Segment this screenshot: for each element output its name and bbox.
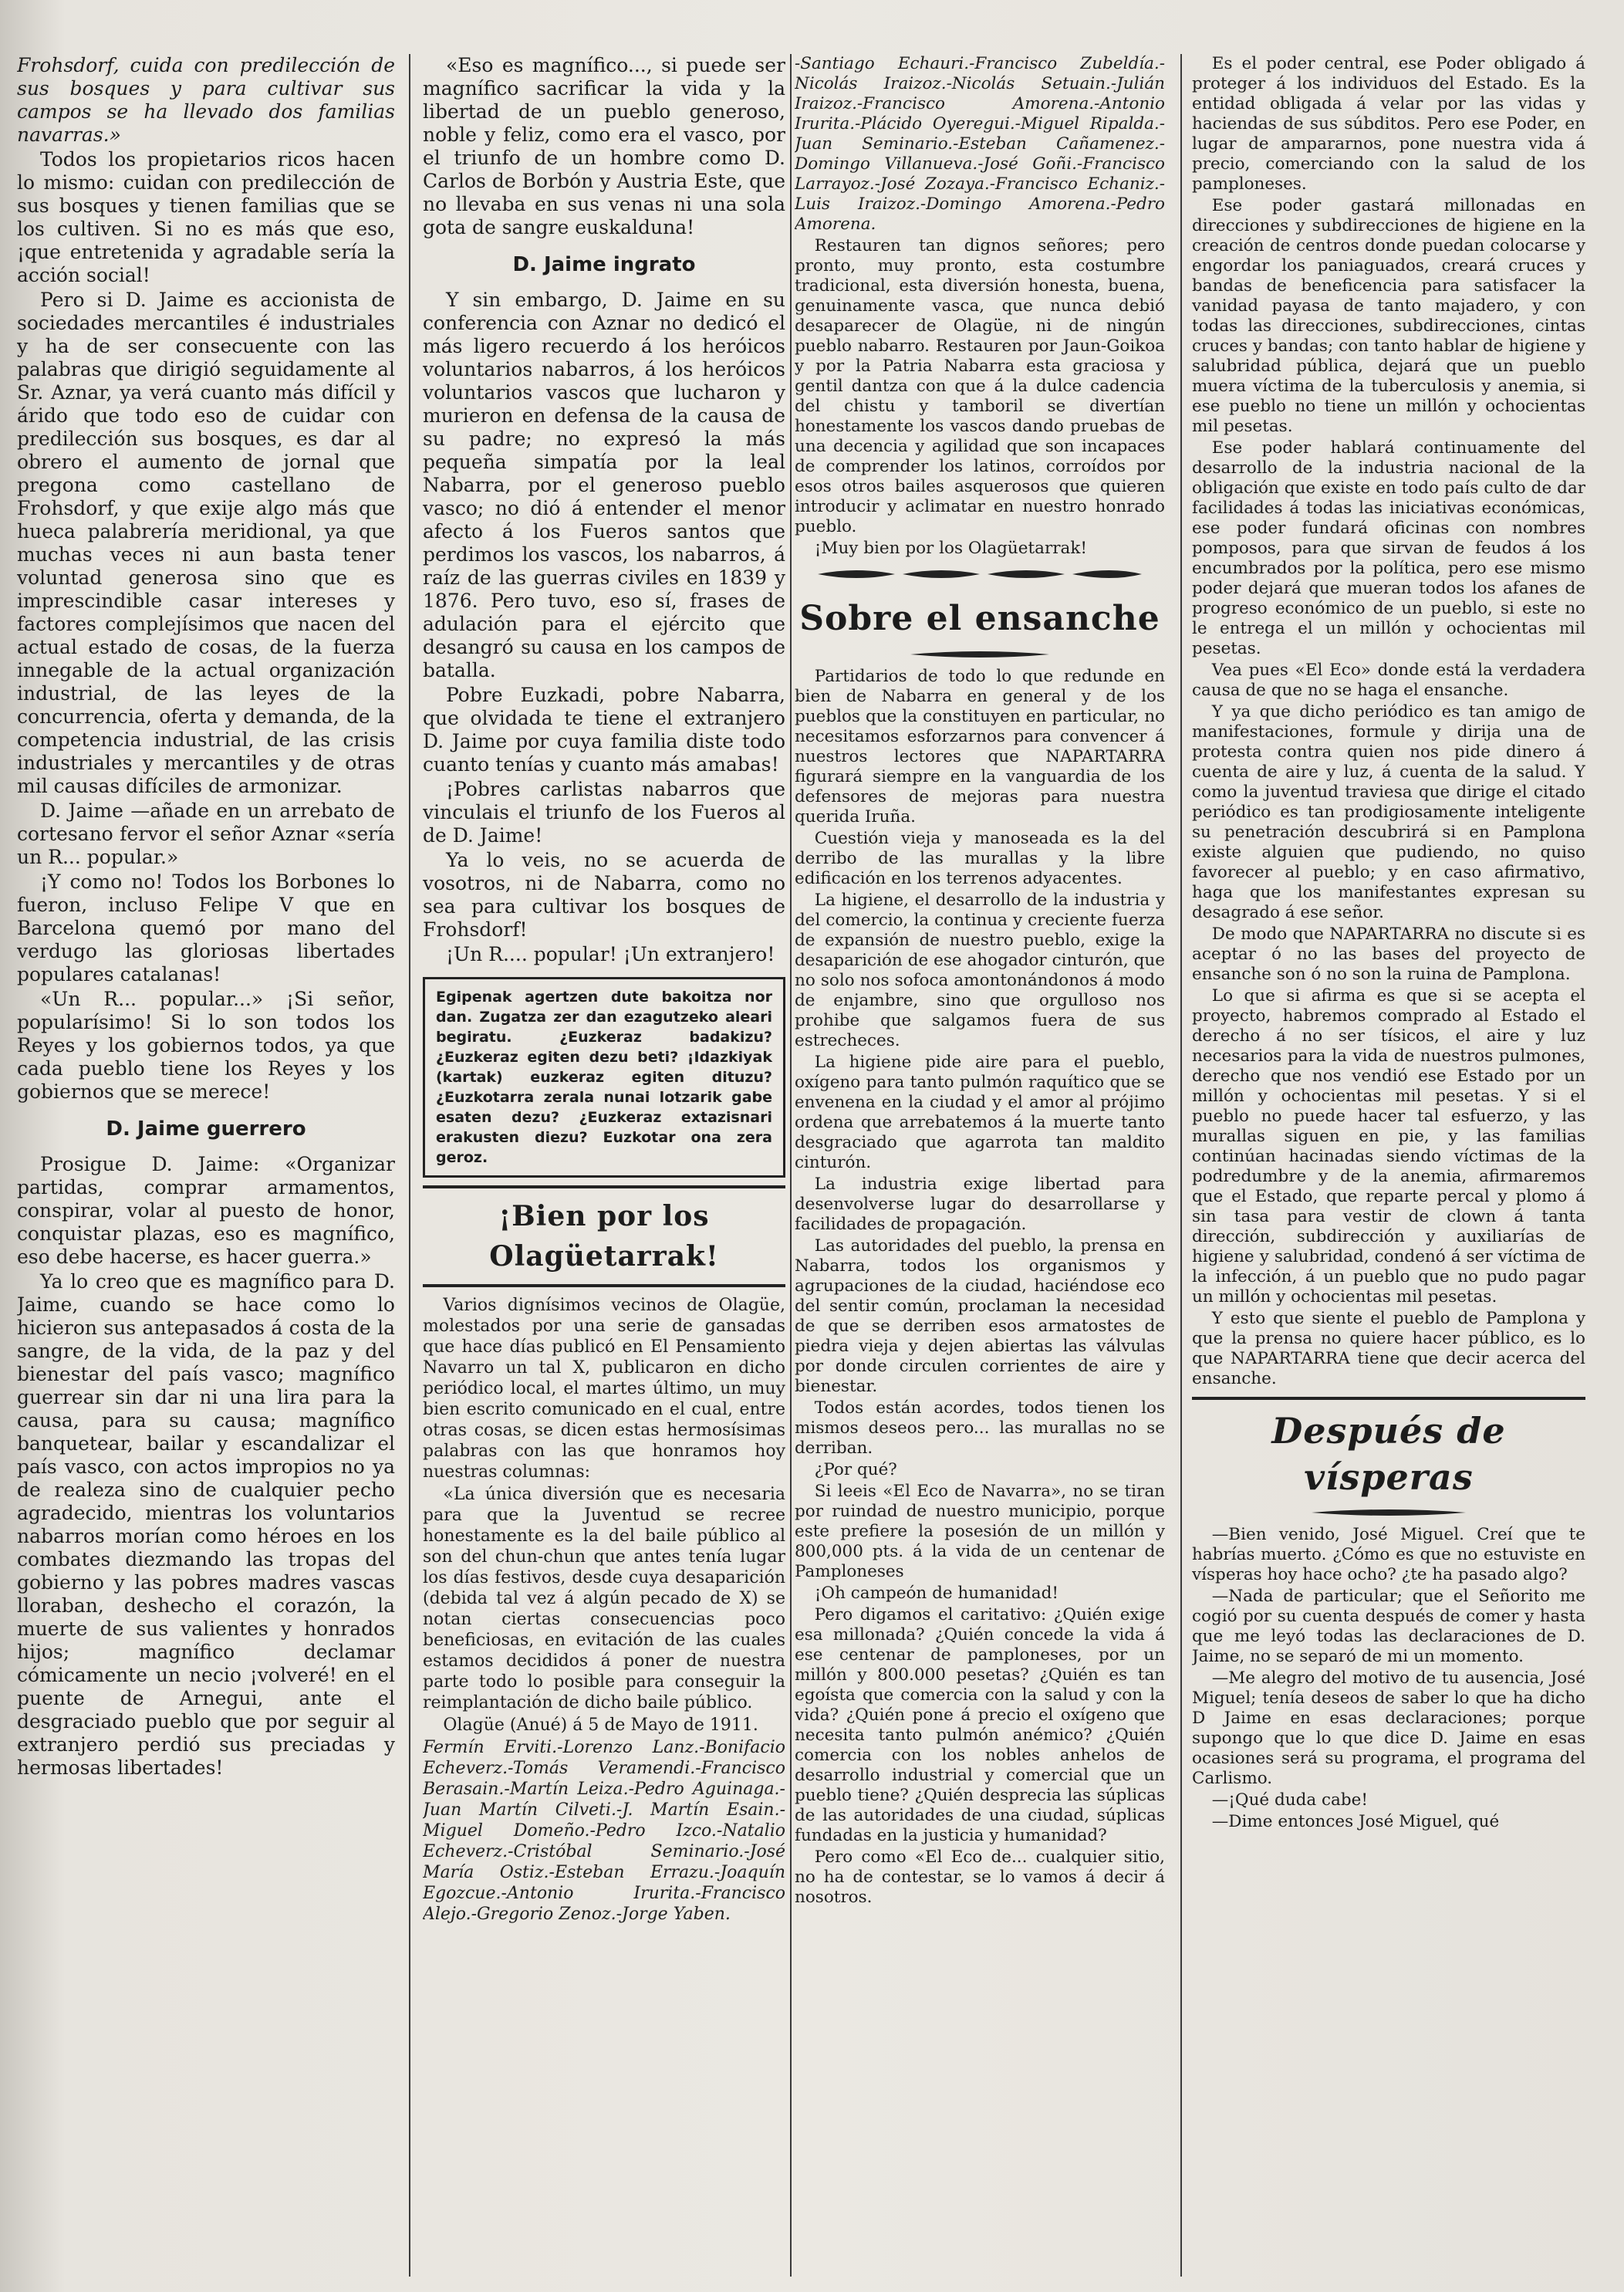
paragraph: Pobre Euzkadi, pobre Nabarra, que olvidada te tiene el extranjero D. Jaime por cuya familia diste todo cuanto tenías y cuanto más amabas!: [423, 684, 785, 776]
paragraph: —Me alegro del motivo de tu ausencia, José Miguel; tenía deseos de saber lo que ha dicho D Jaime en esas declaraciones; porque supongo que lo que dice D. Jaime en esas ocasiones será su programa, el programa del Carlismo.: [1192, 1668, 1585, 1788]
euskera-boxed-notice: Egipenak agertzen dute bakoitza nor dan. Zugatza zer dan ezagutzeko aleari begiratu. ¿Euzkeraz badakizu? ¿Euzkeraz egiten dezu beti? ¡Idazkiyak (kartak) euzkeraz egiten dituzu? ¿Euzkotarra zerala nunai lotzarik gabe esaten dezu? ¿Euzkeraz extazisnari erakusten diezu? Euzkotar ona zera geroz.: [423, 977, 785, 1178]
paragraph: Y ya que dicho periódico es tan amigo de manifestaciones, formule y dirija una de protesta contra quien nos pide dinero á cuenta de aire y luz, á cuenta de la salud. Y como la juventud traviesa que dirige el citado periódico es tan prodigiosamente inteligente su penetración descubrirá si en Pamplona existe alguien que pudiendo, no quiso favorecer al pueblo; y en caso afirmativo, haga que los manifestantes expresan su desagrado á ese señor.: [1192, 702, 1585, 922]
paragraph: «Eso es magnífico..., si puede ser magnífico sacrificar la vida y la libertad de un pueblo generoso, noble y feliz, como era el vasco, por el triunfo de un hombre como D. Carlos de Borbón y Austria Este, que no llevaba en sus venas ni una sola gota de sangre euskalduna!: [423, 54, 785, 238]
paragraph: —Dime entonces José Miguel, qué: [1211, 1812, 1500, 1831]
paragraph: ¡Y como no! Todos los Borbones lo fueron, incluso Felipe V que en Barcelona quemó por mano del verdugo las gloriosas libertades populares catalanas!: [17, 870, 395, 985]
paragraph: Y esto que siente el pueblo de Pamplona y que la prensa no quiere hacer público, es lo que NAPARTARRA tiene que decir acerca del ensanche.: [1192, 1309, 1585, 1388]
column-2: [423, 54, 785, 2261]
paragraph: Todos los propietarios ricos hacen lo mismo: cuidan con predilección de sus bosques y tienen familias que se los cultiven. Si no es más que eso, ¡que entretenida y agradable sería la acción social!: [17, 148, 395, 286]
signatures: Fermín Erviti.-Lorenzo Lanz.-Bonifacio Echeverz.-Tomás Veramendi.-Francisco Berasain.-Martín Leiza.-Pedro Aguinaga.-Juan Martín Cilveti.-J. Martín Esain.-Miguel Domeño.-Pedro Izco.-Natalio Echeverz.-Cristóbal Seminario.-José María Ostiz.-Esteban Errazu.-Joaquín Egozcue.-Antonio Irurita.-Francisco Alejo.-Gregorio Zenoz.-Jorge Yaben.: [423, 1738, 785, 1924]
paragraph: —Bien venido, José Miguel. Creí que te habrías muerto. ¿Cómo es que no estuviste en vísperas hoy hace ocho? ¿te ha pasado algo?: [1192, 1525, 1585, 1584]
paragraph: La industria exige libertad para desenvolverse lugar do desarrollarse y facilidades de propagación.: [795, 1175, 1165, 1234]
article-headline: ¡Bien por los Olagüetarrak!: [489, 1200, 719, 1273]
column-rule: [409, 54, 410, 2277]
paragraph: ¡Un R.... popular! ¡Un extranjero!: [446, 943, 775, 965]
paragraph: Olagüe (Anué) á 5 de Mayo de 1911.: [443, 1716, 758, 1735]
paragraph: La higiene, el desarrollo de la industria y del comercio, la continua y creciente fuerza de expansión de nuestro pueblo, exige la desaparición de ese ahogador cinturón, que no solo nos sofoca amontonándonos á modo de enjambre, sino que orgulloso nos prohibe que salgamos fuera de sus estrecheces.: [795, 891, 1165, 1050]
column-rule: [1180, 54, 1182, 2277]
paragraph: Ya lo veis, no se acuerda de vosotros, ni de Nabarra, como no sea para cultivar los bosques de Frohsdorf!: [423, 849, 785, 941]
paragraph: Y sin embargo, D. Jaime en su conferencia con Aznar no dedicó el más ligero recuerdo á los heróicos voluntarios nabarros, á los heróicos voluntarios vascos que lucharon y murieron en defensa de la causa de su padre; no expresó la más pequeña simpatía por la leal Nabarra, por el generoso pueblo vasco; no dió á entender el menor afecto á los Fueros santos que perdimos los vascos, los nabarros, á raíz de las guerras civiles en 1839 y 1876. Pero tuvo, eso sí, frases de adulación para el ejército que desangró su causa en los campos de batalla.: [423, 289, 785, 681]
column-rule: [790, 54, 792, 2277]
paragraph: Partidarios de todo lo que redunde en bien de Nabarra en general y de los pueblos que la constituyen en particular, no necesitamos esforzarnos para convencer á nuestros lectores que NAPARTARRA figurará siempre en la vanguardia de los defensores de mejoras para nuestra querida Iruña.: [795, 667, 1165, 827]
ornament-rule: [903, 648, 1057, 661]
divider: [423, 1185, 785, 1188]
subheading: D. Jaime guerrero: [106, 1117, 306, 1141]
paragraph: Pero digamos el caritativo: ¿Quién exige esa millonada? ¿Quién concede la vida á ese centenar de pamploneses, por un millón y 800.000 pesetas? ¿Quién es tan egoísta que comercia con la salud y con la vida? ¿Quién pone á precio el oxígeno que necesita tanto pulmón anémico? ¿Quién comercia con los nobles anhelos de desarrollo industrial y comercial que un pueblo tiene? ¿Quién desprecia las súplicas de las autoridades de una ciudad, súplicas fundadas en la justicia y humanidad?: [795, 1605, 1165, 1845]
ornament-rule: [1304, 1506, 1474, 1519]
paragraph: D. Jaime —añade en un arrebato de cortesano fervor el señor Aznar «sería un R... popular.»: [17, 799, 395, 868]
paragraph: ¡Muy bien por los Olagüetarrak!: [814, 539, 1087, 558]
paragraph: Varios dignísimos vecinos de Olagüe, molestados por una serie de gansadas que hace días publicó en El Pensamiento Navarro un tal X, publicaron en dicho periódico local, el martes último, un muy bien escrito comunicado en el cual, entre otras cosas, se dicen estas hermosísimas palabras con las que honramos hoy nuestras columnas:: [423, 1296, 785, 1482]
paragraph: Ese poder hablará continuamente del desarrollo de la industria nacional de la obligación que existe en todo país culto de dar facilidades á todas las iniciativas económicas, ese poder fundará oficinas con nombres pomposos, para que sirvan de feudos á los encumbrados por la política, pero ese mismo poder dejará que mueran todos los afanes de progreso económico de un pueblo, si este no le entrega el un millón y ochocientas mil pesetas.: [1192, 438, 1585, 658]
paragraph: Si leeis «El Eco de Navarra», no se tiran por ruindad de nuestro municipio, porque este prefiere la posesión de un millón y 800,000 pts. á la vida de un centenar de Pamploneses: [795, 1482, 1165, 1581]
article-headline: Sobre el ensanche: [799, 599, 1160, 638]
paragraph: —Nada de particular; que el Señorito me cogió por su cuenta después de comer y hasta que me leyó todas las declaraciones de D. Jaime, no se separó de mi un momento.: [1192, 1587, 1585, 1666]
signatures: -Santiago Echauri.-Francisco Zubeldía.-Nicolás Iraizoz.-Nicolás Setuain.-Julián Iraizoz.-Francisco Amorena.-Antonio Irurita.-Plácido Oyeregui.-Miguel Ripalda.-Juan Seminario.-Esteban Cañamenez.-Domingo Villanueva.-José Goñi.-Francisco Larrayoz.-José Zozaya.-Francisco Echaniz.-Luis Iraizoz.-Domingo Amorena.-Pedro Amorena.: [795, 54, 1165, 234]
paragraph: «Un R... popular...» ¡Si señor, popularísimo! Si lo son todos los Reyes y los gobiernos todos, ya que cada pueblo tiene los Reyes y los gobiernos que se merece!: [17, 988, 395, 1103]
paragraph: Cuestión vieja y manoseada es la del derribo de las murallas y la libre edificación en los terrenos adyacentes.: [795, 829, 1165, 888]
paragraph: «La única diversión que es necesaria para que la Juventud se recree honestamente es la del baile público al son del chun-chun que antes tenía lugar los días festivos, desde cuya desaparición (debida tal vez á algún pecado de X) se notan ciertas consecuencias poco beneficiosas, en evitación de las cuales estamos decididos á poner de nuestra parte todo lo posible para conseguir la reimplantación de dicho baile público.: [423, 1485, 785, 1712]
paragraph: Frohsdorf, cuida con predilección de sus bosques y para cultivar sus campos se ha llevado dos familias navarras.»: [17, 54, 395, 146]
paragraph: Vea pues «El Eco» donde está la verdadera causa de que no se haga el ensanche.: [1192, 661, 1585, 700]
paragraph: Prosigue D. Jaime: «Organizar partidas, comprar armamentos, conspirar, volar al puesto de honor, conquistar plazas, eso es magnífico, eso debe hacerse, es hacer guerra.»: [17, 1153, 395, 1268]
paragraph: De modo que NAPARTARRA no discute si es aceptar ó no las bases del proyecto de ensanche son ó no son la ruina de Pamplona.: [1192, 925, 1585, 984]
paragraph: ¡Pobres carlistas nabarros que vinculais el triunfo de los Fueros al de D. Jaime!: [423, 778, 785, 847]
divider: [1192, 1397, 1585, 1400]
paragraph: Pero como «El Eco de... cualquier sitio, no ha de contestar, se lo vamos á decir á nosotros.: [795, 1847, 1165, 1907]
paragraph: —¡Qué duda cabe!: [1211, 1790, 1368, 1810]
paragraph: Ya lo creo que es magnífico para D. Jaime, cuando se hace como lo hicieron sus antepasados á costa de la sangre, de la vida, de la paz y del bienestar del país vasco; magnífico guerrear sin dar ni una lira para la causa, para su causa; magnífico banquetear, bailar y escandalizar el país vasco, con actos impropios no ya de realeza sino de cualquier pecho agradecido, mientras los voluntarios nabarros morían como héroes en los combates diezmando las tropas del gobierno y las pobres madres vascas lloraban, deshecho el corazón, la muerte de sus valientes y honrados hijos; magnífico declamar cómicamente un necio ¡volveré! en el puente de Arnegui, ante el desgraciado pueblo que por seguir al extranjero perdió sus preciadas y hermosas libertades!: [17, 1270, 395, 1779]
paragraph: Las autoridades del pueblo, la prensa en Nabarra, todos los organismos y agrupaciones de la ciudad, haciéndose eco del sentir común, proclaman la necesidad de que se derriben esos armatostes de piedra vieja y dejen abiertas las válvulas por donde circulen corrientes de aire y bienestar.: [795, 1236, 1165, 1396]
column-1: [17, 54, 395, 2261]
paragraph: Todos están acordes, todos tienen los mismos deseos pero... las murallas no se derriban.: [795, 1398, 1165, 1458]
paragraph: Pero si D. Jaime es accionista de sociedades mercantiles é industriales y ha de ser consecuente con las palabras que dirigió seguidamente al Sr. Aznar, ya verá cuanto más difícil y árido que todo eso de cuidar con predilección sus bosques, es dar al obrero el aumento de jornal que pregona como castellano de Frohsdorf, y que exije algo más que hueca palabrería meridional, ya que muchas veces ni aun basta tener voluntad generosa sino que es imprescindible casar intereses y factores complejísimos que nacen del actual estado de cosas, de la fuerza innegable de la actual organización industrial, de las leyes de la concurrencia, oferta y demanda, de la competencia industrial, de las crisis industriales y mercantiles y de otras mil causas difíciles de armonizar.: [17, 289, 395, 797]
paragraph: Restauren tan dignos señores; pero pronto, muy pronto, esta costumbre tradicional, esta diversión honesta, buena, genuinamente vasca, que nunca debió desaparecer de Olagüe, ni de ningún pueblo nabarro. Restauren por Jaun-Goikoa y por la Patria Nabarra esta graciosa y gentil dantza con que á la dulce cadencia del chistu y tamboril se divertían honestamente los vascos dando pruebas de una decencia y agilidad que son incapaces de comprender los latinos, corroídos por esos otros bailes asquerosos que quieren introducir y aclimatar en nuestro honrado pueblo.: [795, 236, 1165, 536]
paragraph: Es el poder central, ese Poder obligado á proteger á los individuos del Estado. Es la entidad obligada á velar por las vidas y haciendas de sus súbditos. Pero ese Poder, en lugar de ampararnos, pone nuestra vida á precio, comerciando con la salud de los pamploneses.: [1192, 54, 1585, 194]
paragraph: Ese poder gastará millonadas en direcciones y subdirecciones de higiene en la creación de centros donde puedan colocarse y engordar los paniaguados, creará cruces y bandas de beneficencia para satisfacer la vanidad payasa de tanto majadero, y con todas las direcciones, subdirecciones, cintas cruces y bandas; con tanto hablar de higiene y salubridad pública, dejará que un pueblo muera víctima de la tuberculosis y anemia, si ese pueblo no tiene un millón y ochocientas mil pesetas.: [1192, 196, 1585, 436]
ornament-rule: [810, 565, 1150, 583]
column-4: [1192, 54, 1585, 2261]
paragraph: La higiene pide aire para el pueblo, oxígeno para tanto pulmón raquítico que se envenena en la ciudad y el amor al prójimo ordena que arrebatemos á la muerte tanto desgraciado que agarrota tan maldito cinturón.: [795, 1053, 1165, 1172]
paragraph: Lo que si afirma es que si se acepta el proyecto, habremos comprado al Estado el derecho á no ser tísicos, el aire y luz necesarios para la vida de nuestros pulmones, derecho que nos vendió ese Estado por un millón y ochocientas mil pesetas. Y si el pueblo no puede hacer tal esfuerzo, y las murallas siguen en pie, y las familias continúan hacinadas siendo víctimas de la podredumbre y de la anemia, afirmaremos que el Estado, que reparte percal y plomo á sin tasa para vestir de clown á tanta dirección, subdirección y auxiliarías de higiene y salubridad, condenó á ser víctima de la infección, á un pueblo que no pudo pagar un millón y ochocientas mil pesetas.: [1192, 986, 1585, 1307]
column-3: [795, 54, 1165, 2261]
paragraph: ¡Oh campeón de humanidad!: [814, 1584, 1059, 1603]
divider: [423, 1284, 785, 1287]
subheading: D. Jaime ingrato: [512, 253, 696, 276]
paragraph: ¿Por qué?: [814, 1460, 897, 1479]
article-headline: Después de vísperas: [1271, 1410, 1506, 1498]
